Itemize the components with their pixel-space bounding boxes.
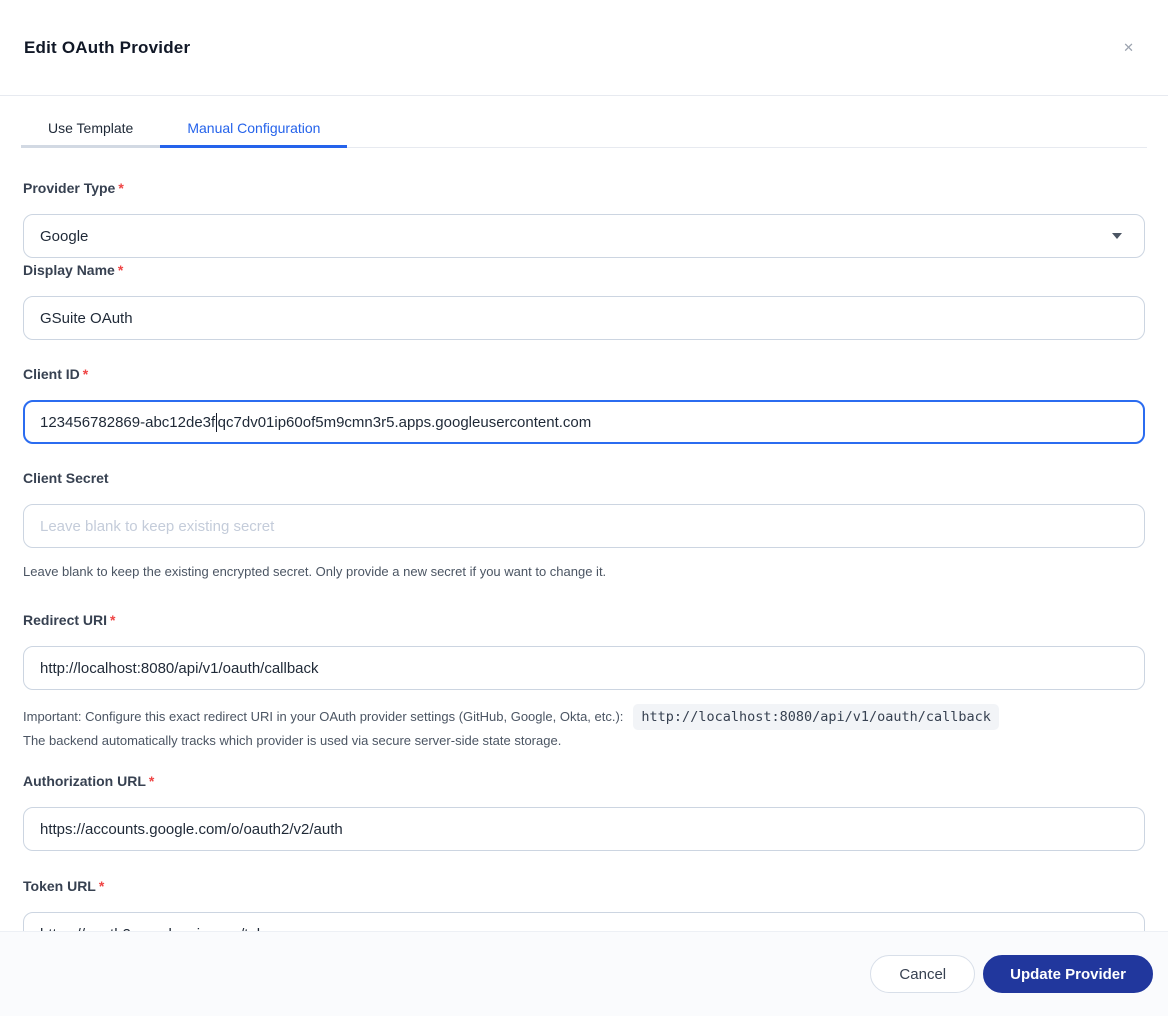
client-id-value-before-caret: 123456782869-abc12de3f [40,413,216,431]
provider-type-value: Google [40,227,89,245]
tab-manual-configuration[interactable]: Manual Configuration [160,110,347,148]
required-asterisk: * [110,612,116,628]
client-secret-input[interactable] [23,504,1145,548]
redirect-uri-group [23,610,1145,751]
redirect-uri-label: Redirect URI * [23,612,116,628]
modal-header [0,0,1168,96]
redirect-uri-helper [23,704,1145,751]
provider-type-select[interactable] [23,214,1145,258]
client-id-group [23,364,1145,444]
required-asterisk: * [118,180,124,196]
client-secret-helper-text: Leave blank to keep the existing encrypted secret. Only provide a new secret if you want to change it. [23,564,607,579]
client-id-input[interactable] [23,400,1145,444]
chevron-down-icon [1112,233,1122,239]
redirect-uri-input[interactable] [23,646,1145,690]
authorization-url-label: Authorization URL * [23,773,155,789]
update-provider-button[interactable]: Update Provider [983,955,1153,993]
redirect-helper-line2: The backend automatically tracks which provider is used via secure server-side state storage. [23,733,562,748]
cancel-button[interactable]: Cancel [870,955,975,993]
display-name-group [23,260,1145,340]
required-asterisk: * [117,262,124,278]
token-url-label: Token URL * [23,878,105,894]
tab-use-template[interactable]: Use Template [21,110,160,148]
required-asterisk: * [98,878,105,894]
redirect-helper-text: Important: Configure this exact redirect URI in your OAuth provider settings (GitHub, Google, Okta, etc.): [23,709,624,724]
client-secret-label: Client Secret [23,470,109,486]
redirect-uri-code-chip: http://localhost:8080/api/v1/oauth/callback [633,704,999,730]
required-asterisk: * [148,773,155,789]
required-asterisk: * [82,366,89,382]
page-title: Edit OAuth Provider [24,37,191,57]
client-id-label: Client ID * [23,366,89,382]
oauth-provider-form [0,148,1168,956]
display-name-input[interactable] [23,296,1145,340]
authorization-url-input[interactable] [23,807,1145,851]
close-icon[interactable]: ✕ [1117,35,1140,60]
authorization-url-group [23,771,1145,851]
provider-type-label: Provider Type * [23,180,124,196]
client-secret-group [23,468,1145,582]
modal-footer [0,931,1168,1016]
display-name-label: Display Name * [23,262,124,278]
client-id-value-after-caret: qc7dv01ip60of5m9cmn3r5.apps.googleusercontent.com [217,413,592,431]
provider-type-group [23,178,1145,258]
tab-bar [21,110,1147,148]
